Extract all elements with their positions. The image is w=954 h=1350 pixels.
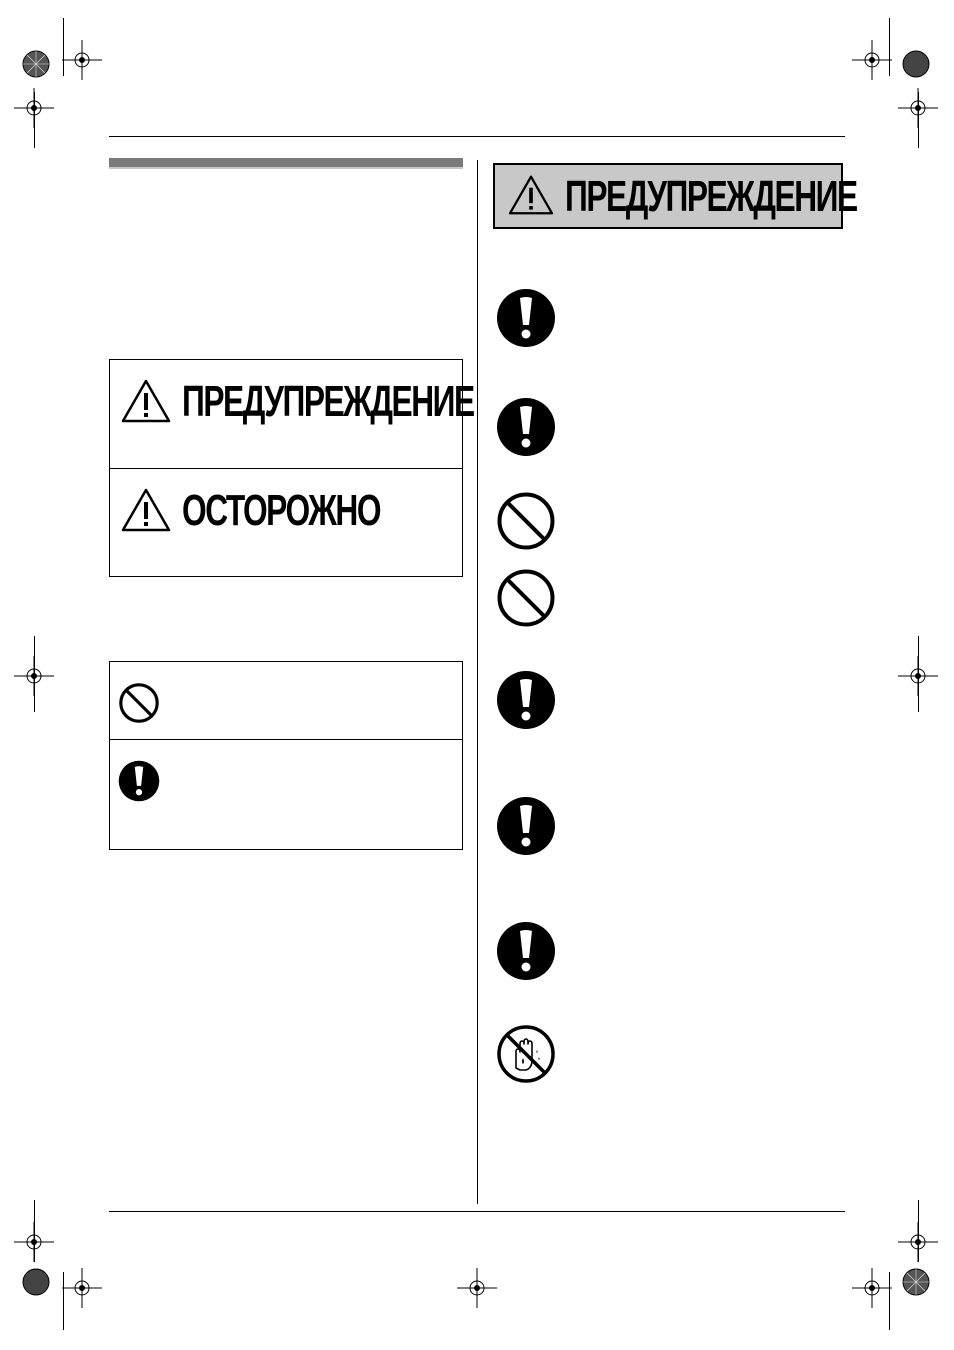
crop-line: [918, 1200, 919, 1262]
warning-section-header: [493, 163, 857, 229]
column-divider: [477, 160, 478, 1204]
exclamation-icon: [496, 921, 556, 981]
crop-line: [34, 92, 35, 148]
header-rule: [109, 136, 845, 137]
footer-rule: [109, 1211, 845, 1212]
exclamation-icon: [496, 397, 556, 457]
exclamation-icon: [496, 796, 556, 856]
crop-line: [34, 1200, 35, 1262]
crop-line: [63, 18, 64, 76]
crosshair-mark: [62, 40, 102, 80]
wet-hand-prohibited-icon: [496, 1024, 556, 1084]
registration-disk-bottom-left: [22, 1268, 50, 1296]
crosshair-mark: [457, 1268, 497, 1308]
prohibition-icon: [496, 568, 556, 628]
signal-word-caution: ОСТОРОЖНО: [182, 486, 381, 535]
registration-disk-top-left: [22, 50, 50, 78]
signal-row-caution: [110, 468, 462, 577]
crop-line: [918, 92, 919, 148]
crosshair-mark: [62, 1268, 102, 1308]
crop-line: [889, 1272, 890, 1330]
symbol-row-prohibited: [110, 662, 462, 739]
signal-word-warning: ПРЕДУПРЕЖДЕНИЕ: [182, 377, 474, 426]
symbol-legend-table: [109, 661, 463, 850]
crosshair-mark: [852, 40, 892, 80]
prohibition-icon: [496, 491, 556, 551]
warning-triangle-icon: [507, 174, 555, 216]
exclamation-icon: [496, 670, 556, 730]
crop-line: [34, 636, 35, 712]
prohibition-icon: [118, 682, 160, 724]
section-heading-bar: [109, 158, 463, 169]
crosshair-mark: [852, 1268, 892, 1308]
warning-section-title: ПРЕДУПРЕЖДЕНИЕ: [565, 172, 857, 221]
crop-line: [918, 636, 919, 712]
crop-line: [63, 1272, 64, 1330]
exclamation-icon: [118, 760, 160, 802]
warning-triangle-icon: [120, 487, 172, 533]
signal-row-warning: [110, 360, 474, 468]
registration-disk-top-right: [902, 50, 930, 78]
crop-line: [889, 18, 890, 76]
symbol-row-mandatory: [110, 739, 462, 850]
warning-triangle-icon: [120, 378, 172, 424]
signal-word-table: [109, 359, 474, 577]
registration-disk-bottom-right: [902, 1268, 930, 1296]
exclamation-icon: [496, 288, 556, 348]
